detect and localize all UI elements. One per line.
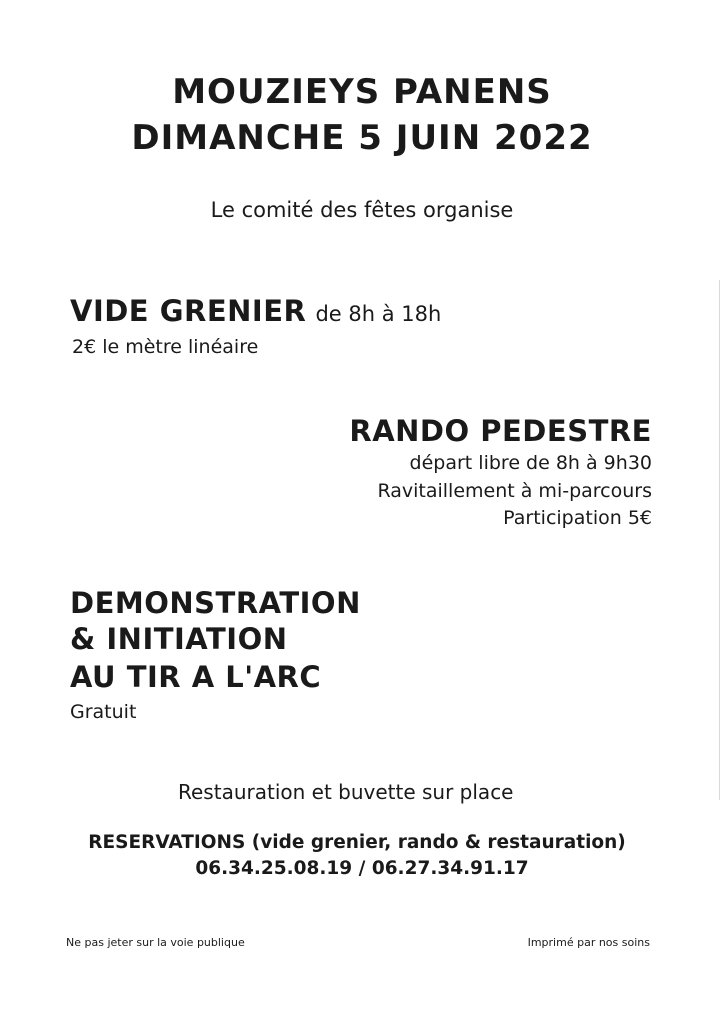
vide-grenier-heading bbox=[70, 294, 441, 328]
event-date-title: DIMANCHE 5 JUIN 2022 bbox=[131, 118, 593, 158]
rando-supply: Ravitaillement à mi-parcours bbox=[377, 480, 652, 502]
restauration-text: Restauration et buvette sur place bbox=[178, 780, 514, 804]
event-location-title: MOUZIEYS PANENS bbox=[172, 72, 552, 112]
scan-edge-line bbox=[719, 280, 720, 800]
vide-grenier-title: VIDE GRENIER bbox=[70, 294, 307, 328]
footer-notice: Ne pas jeter sur la voie publique bbox=[66, 936, 245, 949]
tir-arc-price: Gratuit bbox=[70, 701, 137, 723]
reservations-phones: 06.34.25.08.19 / 06.27.34.91.17 bbox=[195, 858, 529, 879]
rando-price: Participation 5€ bbox=[503, 507, 652, 529]
tir-arc-line-3: AU TIR A L'ARC bbox=[70, 660, 322, 694]
organizer-subtitle: Le comité des fêtes organise bbox=[210, 198, 514, 222]
footer-printer: Imprimé par nos soins bbox=[527, 936, 650, 949]
vide-grenier-hours: de 8h à 18h bbox=[315, 302, 442, 326]
tir-arc-line-1: DEMONSTRATION bbox=[70, 586, 361, 620]
rando-title: RANDO PEDESTRE bbox=[349, 414, 652, 448]
rando-start-time: départ libre de 8h à 9h30 bbox=[409, 452, 652, 474]
tir-arc-line-2: & INITIATION bbox=[70, 622, 288, 656]
reservations-label: RESERVATIONS (vide grenier, rando & restauration) bbox=[88, 832, 626, 853]
vide-grenier-price: 2€ le mètre linéaire bbox=[72, 336, 259, 358]
